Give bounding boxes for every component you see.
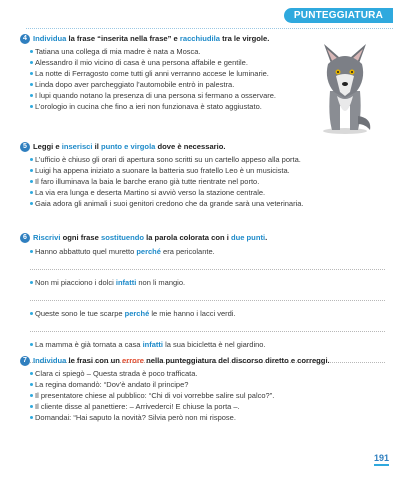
list-item: Alessandro il mio vicino di casa è una persona affabile e gentile.	[30, 57, 395, 68]
answer-line[interactable]	[30, 260, 385, 270]
exercise-5-list	[20, 154, 395, 209]
list-item: La regina domandò: “Dov’è andato il principe?	[30, 379, 395, 390]
list-item: La via era lunga e deserta Martino si avviò verso la stazione centrale.	[30, 187, 395, 198]
exercise-6-list	[20, 246, 395, 257]
answer-line[interactable]	[30, 291, 385, 301]
exercise-7-list	[20, 368, 395, 423]
exercise-5	[20, 141, 395, 209]
section-badge: PUNTEGGIATURA	[284, 8, 393, 23]
list-item: La notte di Ferragosto come tutti gli anni verranno accese le luminarie.	[30, 68, 395, 79]
exercise-4-instruction: 4 Individua la frase “inserita nella frase” e racchiudila tra le virgole.	[20, 33, 395, 44]
list-item: Hanno abbattuto quel muretto perché era pericolante.	[30, 246, 395, 257]
list-item: Gaia adora gli animali i suoi genitori credono che da grande sarà una veterinaria.	[30, 198, 395, 209]
list-item: Il faro illuminava la baia le barche erano già tutte rientrate nel porto.	[30, 176, 395, 187]
header-divider	[26, 28, 393, 29]
exercise-number: 6	[20, 233, 30, 243]
answer-line[interactable]	[30, 322, 385, 332]
list-item: Queste sono le tue scarpe perché le mie hanno i lacci verdi.	[30, 308, 395, 319]
list-item: L’orologio in cucina che fino a ieri non funzionava è stato aggiustato.	[30, 101, 395, 112]
exercise-7	[20, 355, 395, 423]
wolf-icon	[310, 36, 380, 136]
exercise-6-instruction: 6 Riscrivi ogni frase sostituendo la parola colorata con i due punti.	[20, 232, 395, 243]
page-number: 191	[374, 453, 389, 466]
list-item: Il presentatore chiese al pubblico: “Chi di voi vorrebbe salire sul palco?”.	[30, 390, 395, 401]
exercise-5-instruction: 5 Leggi e inserisci il punto e virgola dove è necessario.	[20, 141, 395, 152]
exercise-6	[20, 232, 395, 363]
list-item: La mamma è già tornata a casa infatti la sua bicicletta è nel giardino.	[30, 339, 395, 350]
list-item: L’ufficio è chiuso gli orari di apertura sono scritti su un cartello appeso alla porta.	[30, 154, 395, 165]
list-item: Non mi piacciono i dolci infatti non li mangio.	[30, 277, 395, 288]
list-item: Il cliente disse al panettiere: – Arrivederci! E chiuse la porta –.	[30, 401, 395, 412]
exercise-number: 5	[20, 142, 30, 152]
list-item: Linda dopo aver parcheggiato l’automobile entrò in palestra.	[30, 79, 395, 90]
list-item: Clara ci spiegò – Questa strada è poco trafficata.	[30, 368, 395, 379]
list-item: Tatiana una collega di mia madre è nata a Mosca.	[30, 46, 395, 57]
list-item: I lupi quando notano la presenza di una persona si fermano a osservare.	[30, 90, 395, 101]
page-header	[0, 0, 401, 26]
exercise-number: 4	[20, 34, 30, 44]
list-item: Domandai: “Hai saputo la novità? Silvia però non mi rispose.	[30, 412, 395, 423]
exercise-7-instruction: 7 Individua le frasi con un errore nella punteggiatura del discorso diretto e correggi.	[20, 355, 395, 366]
exercise-number: 7	[20, 356, 30, 366]
list-item: Luigi ha appena iniziato a suonare la batteria suo fratello Leo è un musicista.	[30, 165, 395, 176]
